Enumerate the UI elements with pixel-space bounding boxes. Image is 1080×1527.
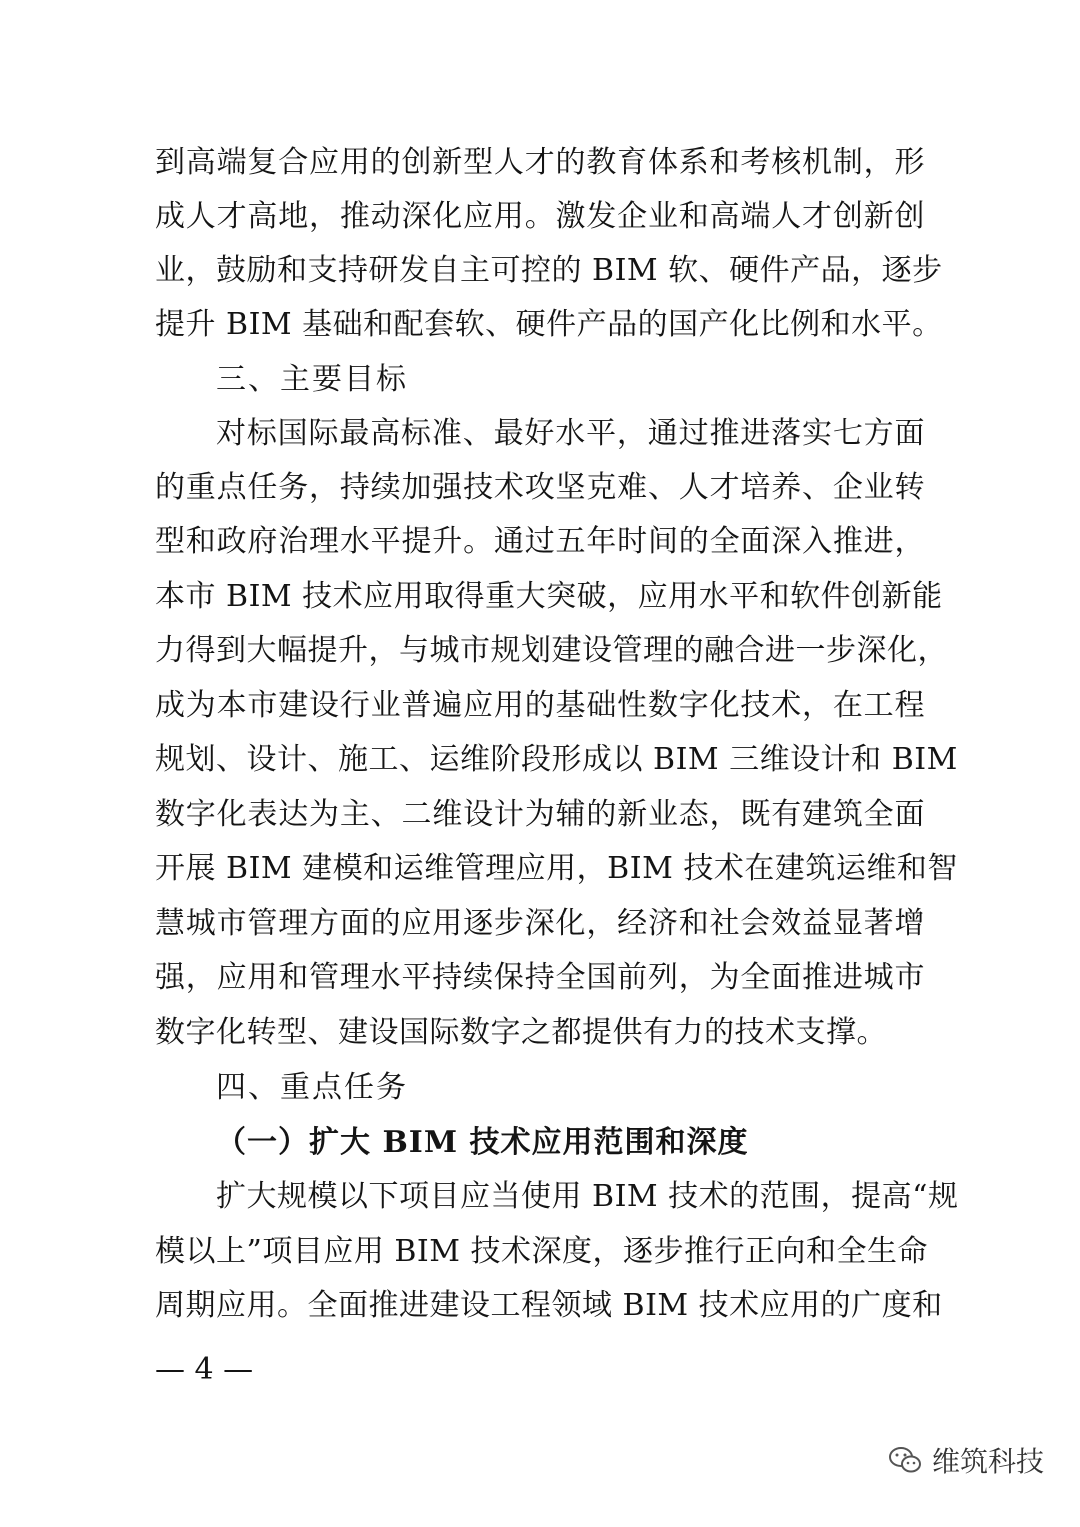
paragraph-line: 成为本市建设行业普遍应用的基础性数字化技术，在工程 [155, 688, 925, 723]
paragraph-line: 数字化转型、建设国际数字之都提供有力的技术支撑。 [155, 1015, 887, 1050]
subsection-heading: （一）扩大 BIM 技术应用范围和深度 [216, 1125, 749, 1160]
paragraph-line: 成人才高地，推动深化应用。激发企业和高端人才创新创 [155, 199, 925, 234]
paragraph-line: 扩大规模以下项目应当使用 BIM 技术的范围，提高“规 [216, 1179, 959, 1214]
paragraph-line: 强，应用和管理水平持续保持全国前列，为全面推进城市 [155, 960, 925, 995]
paragraph-line: 数字化表达为主、二维设计为辅的新业态，既有建筑全面 [155, 797, 925, 832]
paragraph-line: 开展 BIM 建模和运维管理应用，BIM 技术在建筑运维和智 [155, 851, 958, 886]
wechat-icon [888, 1445, 922, 1475]
paragraph-line: 对标国际最高标准、最好水平，通过推进落实七方面 [216, 416, 925, 451]
paragraph-line: 力得到大幅提升，与城市规划建设管理的融合进一步深化， [155, 633, 948, 668]
page-number: — 4 — [155, 1352, 254, 1387]
paragraph-line: 到高端复合应用的创新型人才的教育体系和考核机制，形 [155, 145, 925, 180]
paragraph-line: 规划、设计、施工、运维阶段形成以 BIM 三维设计和 BIM [155, 742, 958, 777]
watermark-text: 维筑科技 [931, 1445, 1044, 1478]
paragraph-line: 提升 BIM 基础和配套软、硬件产品的国产化比例和水平。 [155, 307, 943, 342]
paragraph-line: 的重点任务，持续加强技术攻坚克难、人才培养、企业转 [155, 470, 925, 505]
section-heading: 四、重点任务 [216, 1070, 408, 1105]
paragraph-line: 本市 BIM 技术应用取得重大突破，应用水平和软件创新能 [155, 579, 943, 614]
section-heading: 三、主要目标 [216, 362, 408, 397]
paragraph-line: 模以上”项目应用 BIM 技术深度，逐步推行正向和全生命 [155, 1234, 929, 1269]
watermark [888, 1440, 1044, 1480]
paragraph-line: 业，鼓励和支持研发自主可控的 BIM 软、硬件产品，逐步 [155, 253, 943, 288]
paragraph-line: 周期应用。全面推进建设工程领域 BIM 技术应用的广度和 [155, 1288, 943, 1323]
paragraph-line: 慧城市管理方面的应用逐步深化，经济和社会效益显著增 [155, 906, 925, 941]
paragraph-line: 型和政府治理水平提升。通过五年时间的全面深入推进， [155, 524, 925, 559]
